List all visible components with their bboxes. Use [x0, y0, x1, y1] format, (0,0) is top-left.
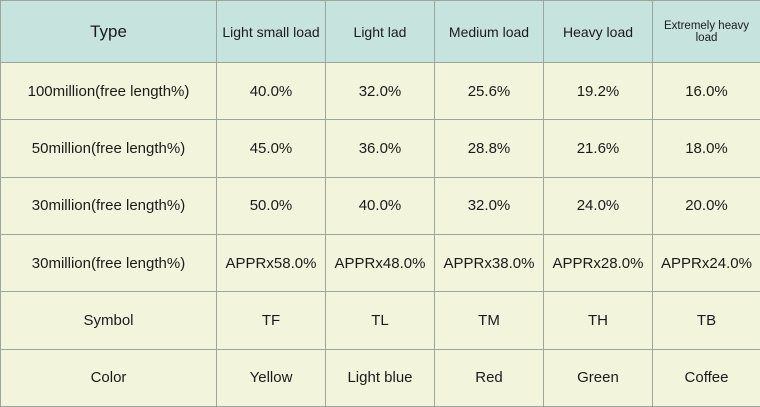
cell-value: Yellow: [217, 349, 326, 406]
table-row: [1, 120, 760, 177]
cell-value: APPRx28.0%: [544, 234, 653, 291]
row-label: 100million(free length%): [1, 63, 217, 120]
column-header-light-lad: Light lad: [326, 1, 435, 63]
cell-value: 24.0%: [544, 177, 653, 234]
cell-value: 28.8%: [435, 120, 544, 177]
table-row: [1, 177, 760, 234]
cell-value: 19.2%: [544, 63, 653, 120]
table-row: [1, 292, 760, 349]
cell-value: 18.0%: [653, 120, 760, 177]
table-body: [1, 63, 760, 407]
column-header-heavy-load: Heavy load: [544, 1, 653, 63]
cell-value: APPRx24.0%: [653, 234, 760, 291]
cell-value: APPRx38.0%: [435, 234, 544, 291]
cell-value: TL: [326, 292, 435, 349]
row-label: 30million(free length%): [1, 234, 217, 291]
column-header-extremely-heavy-load: Extremely heavy load: [653, 1, 760, 63]
cell-value: TM: [435, 292, 544, 349]
cell-value: 21.6%: [544, 120, 653, 177]
cell-value: 45.0%: [217, 120, 326, 177]
column-header-type: Type: [1, 1, 217, 63]
cell-value: TH: [544, 292, 653, 349]
column-header-light-small-load: Light small load: [217, 1, 326, 63]
cell-value: 36.0%: [326, 120, 435, 177]
cell-value: 40.0%: [326, 177, 435, 234]
table-row: [1, 234, 760, 291]
cell-value: Light blue: [326, 349, 435, 406]
table-header-row: [1, 1, 760, 63]
table-header: [1, 1, 760, 63]
cell-value: TF: [217, 292, 326, 349]
cell-value: 25.6%: [435, 63, 544, 120]
table-row: [1, 349, 760, 406]
cell-value: Red: [435, 349, 544, 406]
row-label: 30million(free length%): [1, 177, 217, 234]
row-label: Symbol: [1, 292, 217, 349]
cell-value: APPRx58.0%: [217, 234, 326, 291]
table-row: [1, 63, 760, 120]
cell-value: Coffee: [653, 349, 760, 406]
cell-value: 16.0%: [653, 63, 760, 120]
cell-value: APPRx48.0%: [326, 234, 435, 291]
row-label: Color: [1, 349, 217, 406]
cell-value: Green: [544, 349, 653, 406]
cell-value: TB: [653, 292, 760, 349]
cell-value: 32.0%: [435, 177, 544, 234]
cell-value: 32.0%: [326, 63, 435, 120]
cell-value: 40.0%: [217, 63, 326, 120]
cell-value: 50.0%: [217, 177, 326, 234]
column-header-medium-load: Medium load: [435, 1, 544, 63]
row-label: 50million(free length%): [1, 120, 217, 177]
cell-value: 20.0%: [653, 177, 760, 234]
